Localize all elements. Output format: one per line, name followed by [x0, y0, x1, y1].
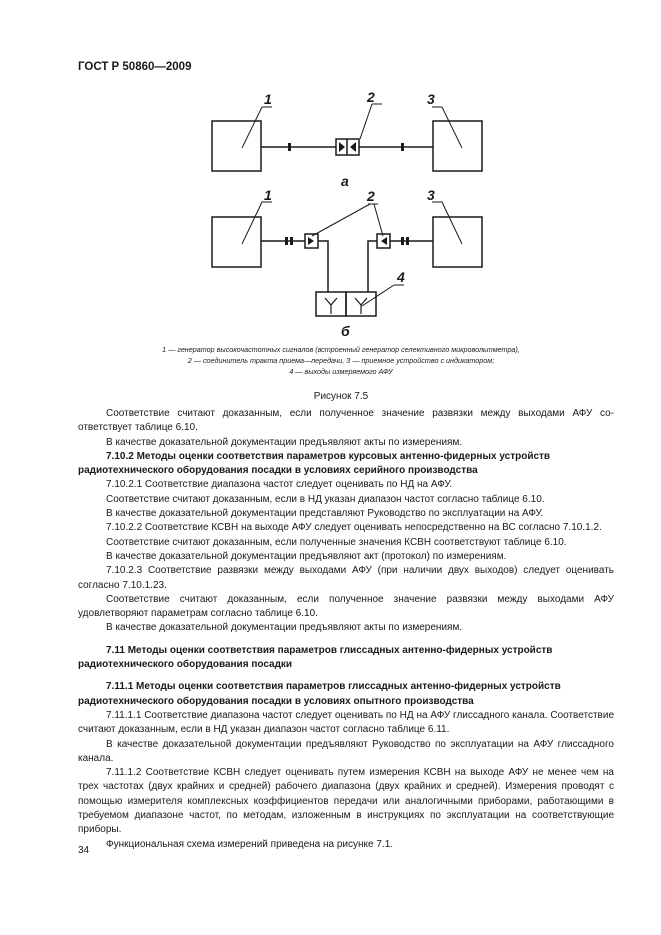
label-1-a: 1 [264, 91, 272, 107]
receiver-box-a [433, 121, 482, 171]
sublabel-b: б [341, 323, 350, 339]
label-3-b: 3 [427, 187, 435, 203]
label-1-b: 1 [264, 187, 272, 203]
label-3-a: 3 [427, 91, 435, 107]
figure-title: Рисунок 7.5 [313, 391, 369, 402]
label-4-b: 4 [397, 269, 405, 285]
paragraph: В качестве доказательной документации предъявляют акт (протокол) по измерениям. [106, 550, 507, 562]
generator-box-a [212, 121, 261, 171]
paragraph: Соответствие считают доказанным, если полученное значение развязки между выходами АФУ соответствует таблице 6.10. [78, 408, 614, 434]
figure-legend-line-3: 4 — выходы измеряемого АФУ [289, 367, 393, 376]
label-2-a: 2 [367, 89, 375, 105]
paragraph: В качестве доказательной документации предъявляют Руководство по эксплуатации на АФУ глиссадного канала. [78, 738, 614, 764]
paragraph: 7.11.1.2 Соответствие КСВН следует оценивать путем измерения КСВН на выходе АФУ не менее чем на трех частотах (двух крайних и средней) рабочего диапазона (двух крайних и средней). Измерения проводят с помощью измерителя комплексных коэффициентов передачи или аналогичными приборами, работающими в требуемом диапазоне частот, по методам, изложенным в инструкциях по эксплуатации на соответствующие приборы. [78, 767, 614, 836]
generator-box-b [212, 217, 261, 267]
sublabel-a: а [341, 173, 349, 189]
section-heading: 7.11 Методы оценки соответствия параметров глиссадных антенно-фидерных устройств радиотехнического оборудования посадки [78, 644, 553, 671]
figure-legend-line-1: 1 — генератор высокочастотных сигналов (встроенный генератор селективного микровольтметра), [162, 345, 520, 354]
paragraph: В качестве доказательной документации предъявляют акты по измерениям. [106, 436, 463, 448]
standard-header: ГОСТ Р 50860—2009 [78, 61, 192, 73]
receiver-box-b [433, 217, 482, 267]
paragraph: Соответствие считают доказанным, если в НД указан диапазон частот согласно таблице 6.10. [106, 493, 545, 505]
section-heading: 7.11.1 Методы оценки соответствия параметров глиссадных антенно-фидерных устройств радиотехнического оборудования посадки в условиях опытного производства [78, 681, 561, 707]
paragraph: Соответствие считают доказанным, если полученные значения КСВН соответствуют таблице 6.10. [106, 536, 567, 548]
label-2-b: 2 [367, 188, 375, 204]
figure-legend-line-2: 2 — соединитель тракта приема—передачи, 3 — приемное устройство с индикатором; [187, 356, 495, 365]
paragraph: Соответствие считают доказанным, если полученное значение развязки между выходами АФУ удовлетворяют параметрам согласно таблице 6.10. [78, 593, 614, 620]
body-text [78, 407, 614, 852]
paragraph: 7.10.2.3 Соответствие развязки между выходами АФУ (при наличии двух выходов) следует оценивать согласно 7.10.1.23. [78, 565, 614, 591]
paragraph: Функциональная схема измерений приведена на рисунке 7.1. [106, 838, 394, 850]
paragraph: В качестве доказательной документации представляют Руководство по эксплуатации на АФУ. [106, 508, 544, 520]
paragraph: 7.10.2.1 Соответствие диапазона частот следует оценивать по НД на АФУ. [106, 479, 453, 491]
paragraph: 7.11.1.1 Соответствие диапазона частот следует оценивать по НД на АФУ глиссадного канала. Соответствие считают доказанным, если в НД указан диапазон частот согласно таблице 6.11. [78, 709, 614, 736]
measurement-diagram [0, 0, 661, 360]
paragraph: 7.10.2.2 Соответствие КСВН на выходе АФУ следует оценивать непосредственно на ВС согласно 7.10.1.2. [106, 522, 602, 534]
section-heading: 7.10.2 Методы оценки соответствия параметров курсовых антенно-фидерных устройств радиотехнического оборудования посадки в условиях серийного производства [78, 450, 551, 477]
page-number: 34 [78, 845, 90, 856]
paragraph: В качестве доказательной документации предъявляют акты по измерениям. [106, 622, 463, 634]
